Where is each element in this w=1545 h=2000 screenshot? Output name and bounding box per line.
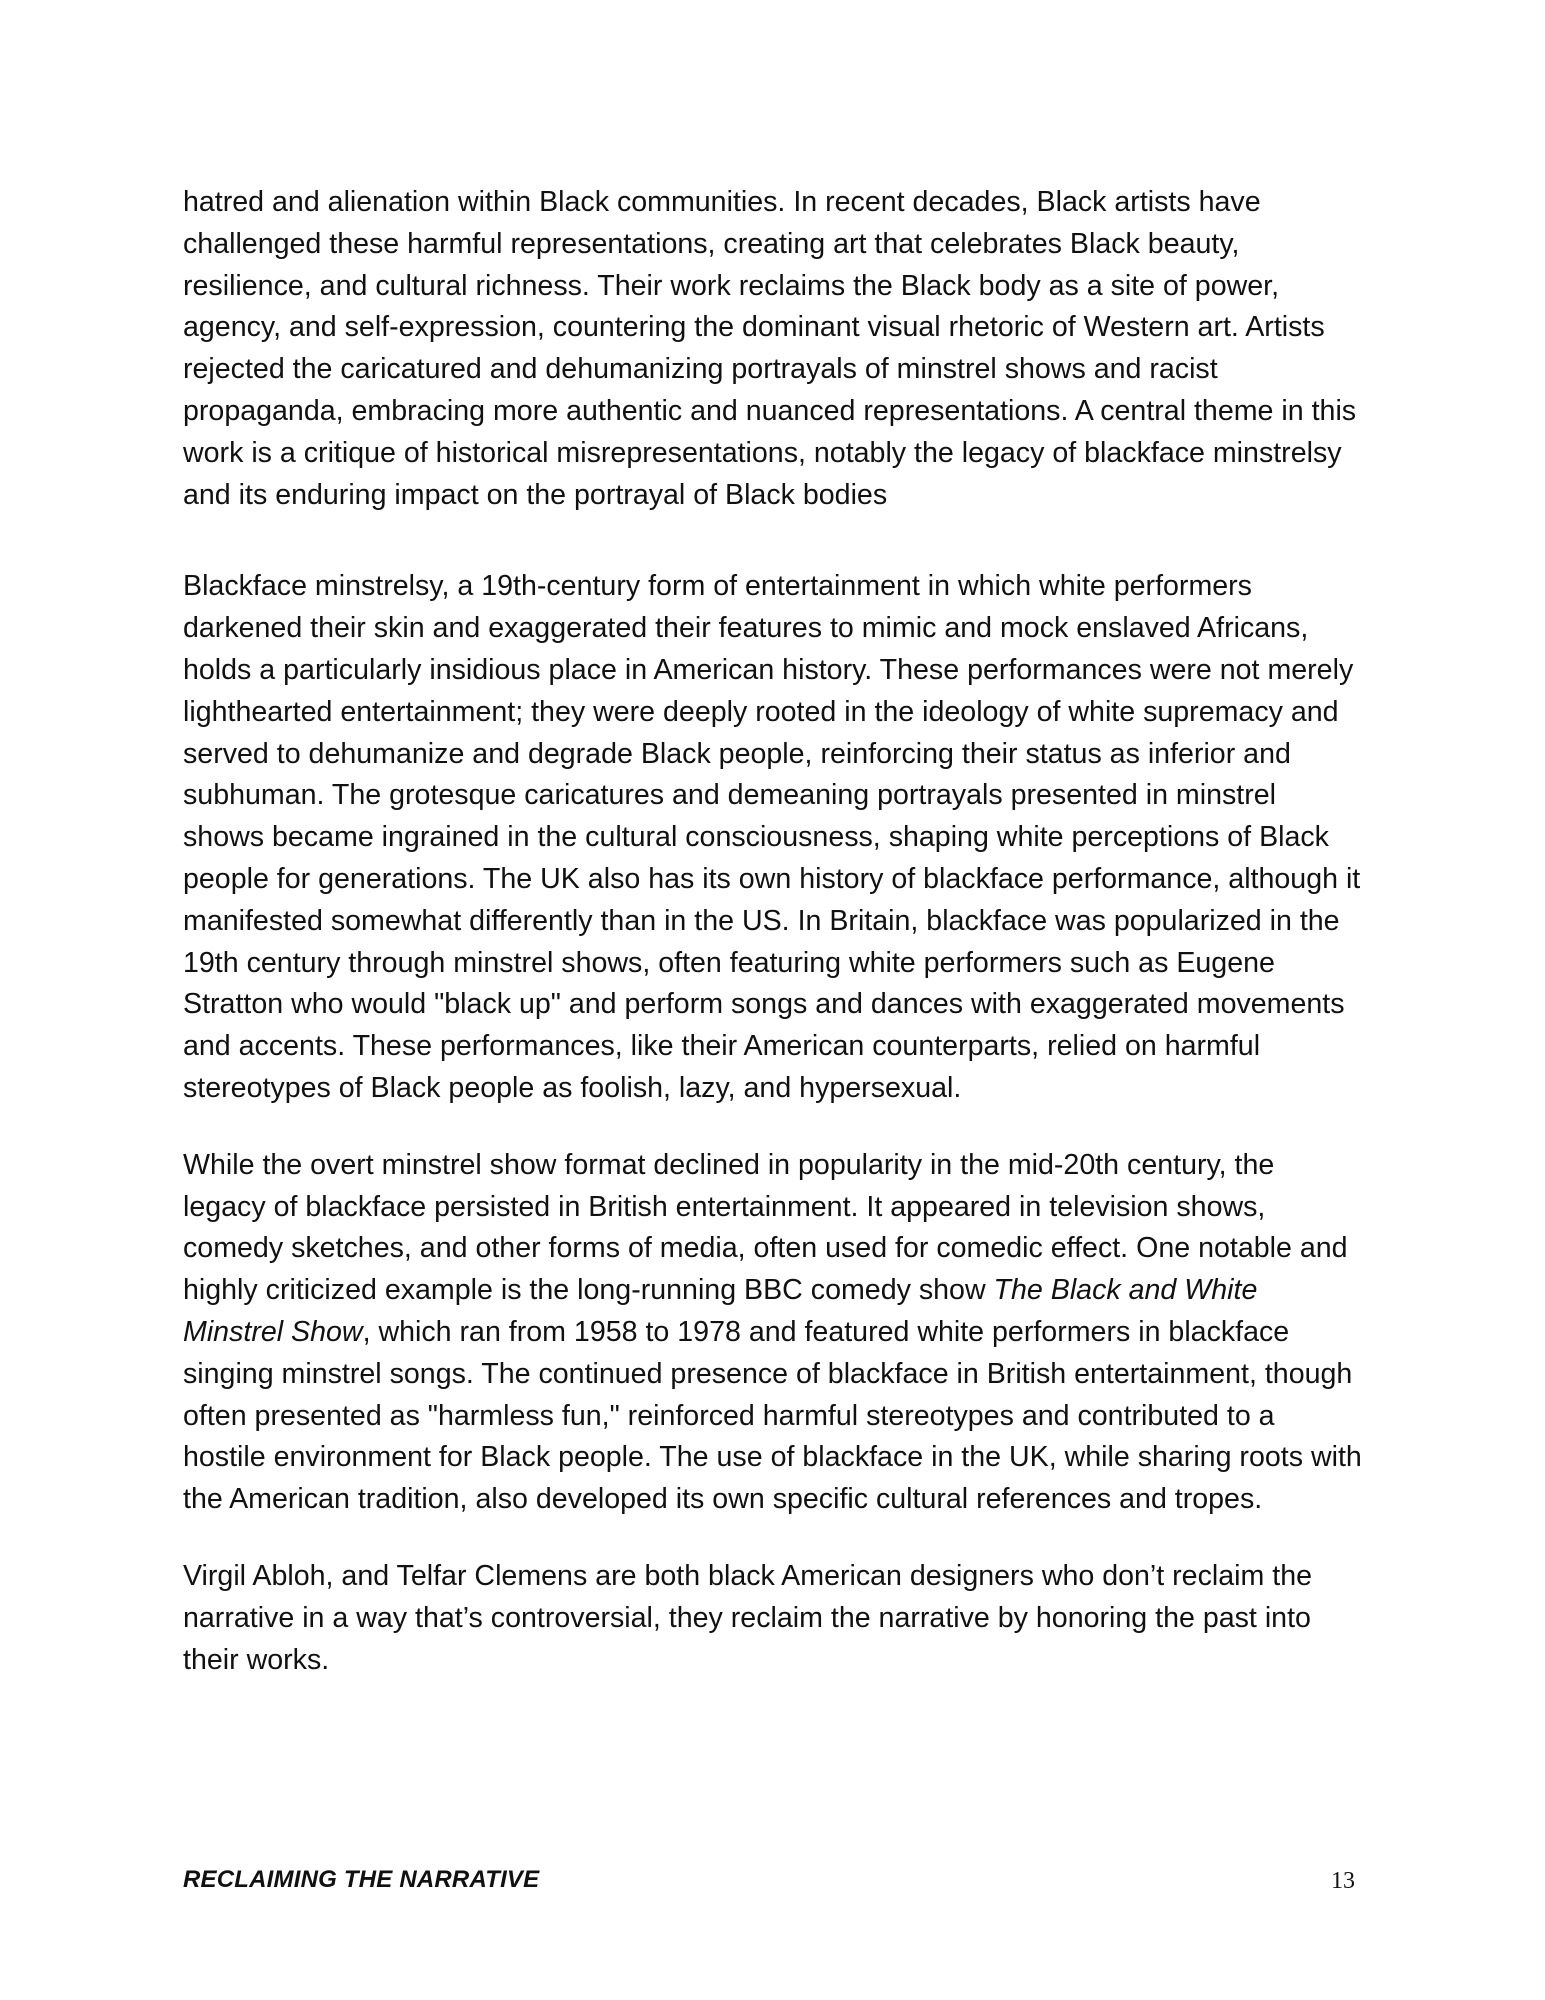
paragraph-2: Blackface minstrelsy, a 19th-century form of entertainment in which white performers darkened their skin and exaggerated their features to mimic and mock enslaved Africans, holds a particularly insidious place in American history. These performances were not merely lighthearted entertainment; they were deeply rooted in the ideology of white supremacy and served to dehumanize and degrade Black people, reinforcing their status as inferior and subhuman. The grotesque caricatures and demeaning portrayals presented in minstrel shows became ingrained in the cultural consciousness, shaping white perceptions of Black people for generations. The UK also has its own history of blackface performance, although it manifested somewhat differently than in the US. In Britain, blackface was popularized in the 19th century through minstrel shows, often featuring white performers such as Eugene Stratton who would "black up" and perform songs and dances with exaggerated movements and accents. These performances, like their American counterparts, relied on harmful stereotypes of Black people as foolish, lazy, and hypersexual.: [183, 570, 1361, 1104]
paragraph-4: Virgil Abloh, and Telfar Clemens are both black American designers who don’t reclaim the narrative in a way that’s controversial, they reclaim the narrative by honoring the past into their works.: [183, 1559, 1313, 1676]
paragraph-3-text-after: , which ran from 1958 to 1978 and featured white performers in blackface singing minstrel songs. The continued presence of blackface in British entertainment, though often presented as "harmless fun," reinforced harmful stereotypes and contributed to a hostile environment for Black people. The use of blackface in the UK, while sharing roots with the American tradition, also developed its own specific cultural references and tropes.: [183, 1315, 1362, 1516]
paragraph-3: [183, 1145, 1363, 1521]
show-title-italic: The Black and White Minstrel Show: [183, 1274, 1258, 1348]
page-number: 13: [1331, 1868, 1355, 1894]
running-title: RECLAIMING THE NARRATIVE: [183, 1866, 540, 1893]
paragraph-1: hatred and alienation within Black communities. In recent decades, Black artists have challenged these harmful representations, creating art that celebrates Black beauty, resilience, and cultural richness. Their work reclaims the Black body as a site of power, agency, and self-expression, countering the dominant visual rhetoric of Western art. Artists rejected the caricatured and dehumanizing portrayals of minstrel shows and racist propaganda, embracing more authentic and nuanced representations. A central theme in this work is a critique of historical misrepresentations, notably the legacy of blackface minstrelsy and its enduring impact on the portrayal of Black bodies: [183, 186, 1357, 511]
paragraph-3-text-before: While the overt minstrel show format declined in popularity in the mid-20th century, the legacy of blackface persisted in British entertainment. It appeared in television shows, comedy sketches, and other forms of media, often used for comedic effect. One notable and highly criticized example is the long-running BBC comedy show: [183, 1148, 1348, 1307]
body-text: [183, 182, 1363, 1681]
